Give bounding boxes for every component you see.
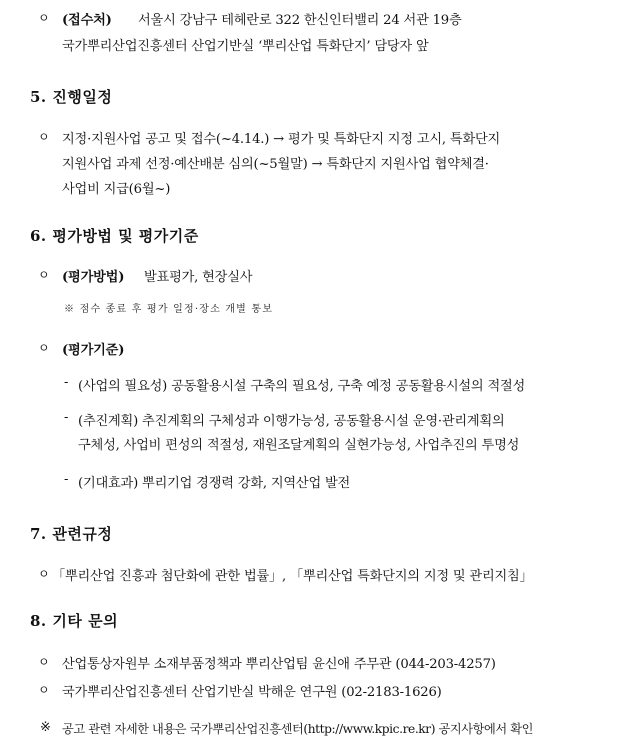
criteria-1-text: (사업의 필요성) 공동활용시설 구축의 필요성, 구축 예정 공동활용시설의 적절성 [78, 379, 526, 394]
method-bullet: ㅇ [38, 268, 50, 282]
criteria-3-dash: - [64, 472, 69, 487]
regulation-bullet: ㅇ [38, 567, 50, 581]
criteria-label: (평가기준) [62, 343, 125, 358]
method-text: 발표평가, 현장실사 [144, 270, 253, 285]
method-label: (평가방법) [62, 270, 125, 285]
criteria-2-line-2: 구체성, 사업비 편성의 적절성, 재원조달계획의 실현가능성, 사업추진의 투명성 [78, 438, 520, 453]
criteria-3-text: (기대효과) 뿌리기업 경쟁력 강화, 지역산업 발전 [78, 476, 351, 491]
footer-text: 공고 관련 자세한 내용은 국가뿌리산업진흥센터(http://www.kpic.re.kr) 공지사항에서 확인 [62, 722, 533, 736]
section-7-heading: 7. 관련규정 [30, 525, 113, 543]
footer-mark: ※ [40, 720, 51, 735]
schedule-line-1: 지정·지원사업 공고 및 접수(~4.14.) → 평가 및 특화단지 지정 고시, 특화단지 [62, 132, 501, 147]
contact-address: 서울시 강남구 테헤란로 322 한신인터밸리 24 서관 19층 [138, 13, 462, 28]
regulation-text: 「뿌리산업 진흥과 첨단화에 관한 법률」, 「뿌리산업 특화단지의 지정 및 관리지침」 [52, 569, 533, 584]
section-8-heading: 8. 기타 문의 [30, 612, 119, 630]
inquiry-2-bullet: ㅇ [38, 683, 50, 697]
criteria-2-dash: - [64, 410, 69, 425]
schedule-bullet: ㅇ [38, 130, 50, 144]
inquiry-1-text: 산업통상자원부 소재부품정책과 뿌리산업팀 윤신애 주무관 (044-203-4257) [62, 657, 496, 672]
schedule-line-2: 지원사업 과제 선정·예산배분 심의(~5월말) → 특화단지 지원사업 협약체결· [62, 157, 489, 172]
contact-recipient: 국가뿌리산업진흥센터 산업기반실 ‘뿌리산업 특화단지’ 담당자 앞 [62, 39, 429, 54]
method-note: ※ 점수 종료 후 평가 일정·장소 개별 통보 [64, 304, 274, 315]
criteria-bullet: ㅇ [38, 341, 50, 355]
criteria-2-line-1: (추진계획) 추진계획의 구체성과 이행가능성, 공동활용시설 운영·관리계획의 [78, 414, 505, 429]
section-5-heading: 5. 진행일정 [30, 88, 113, 106]
criteria-1-dash: - [64, 375, 69, 390]
inquiry-1-bullet: ㅇ [38, 655, 50, 669]
section-6-heading: 6. 평가방법 및 평가기준 [30, 227, 199, 245]
contact-bullet: ㅇ [38, 11, 50, 25]
contact-label: (접수처) [62, 13, 112, 28]
inquiry-2-text: 국가뿌리산업진흥센터 산업기반실 박해운 연구원 (02-2183-1626) [62, 685, 442, 700]
schedule-line-3: 사업비 지급(6월~) [62, 182, 171, 197]
